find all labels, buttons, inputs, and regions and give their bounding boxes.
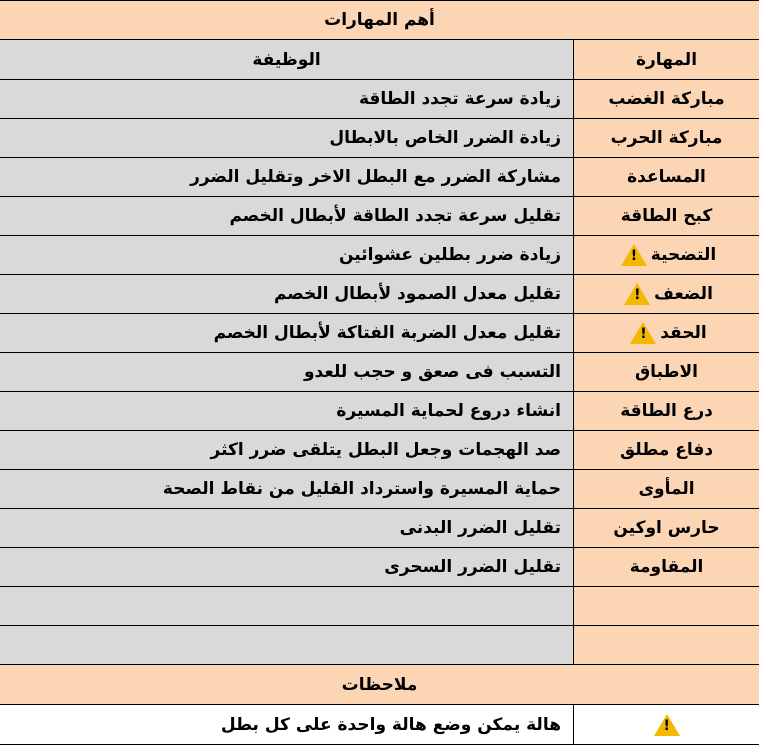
- skill-name-cell: [573, 353, 759, 391]
- skill-name: المأوى: [638, 479, 695, 499]
- skill-name-cell: [573, 509, 759, 547]
- skill-name-cell: [573, 470, 759, 508]
- skill-name-cell: [573, 158, 759, 196]
- skill-name: كبح الطاقة: [620, 206, 713, 226]
- skill-name: الاطباق: [634, 362, 699, 382]
- skill-name-cell: [573, 275, 759, 313]
- skills-table-body: [0, 80, 759, 665]
- skill-name: مباركة الغضب: [608, 89, 725, 109]
- skill-function: زيادة ضرر بطلين عشوائين: [0, 236, 573, 274]
- warning-icon: [630, 322, 656, 344]
- table-row: [0, 353, 759, 392]
- skill-name: المساعدة: [627, 167, 706, 187]
- skill-name-cell: [573, 119, 759, 157]
- skill-name-cell: [573, 314, 759, 352]
- skill-name-cell: [573, 197, 759, 235]
- table-row: [0, 509, 759, 548]
- skill-name: مباركة الحرب: [610, 128, 723, 148]
- skill-function: زيادة الضرر الخاص بالابطال: [0, 119, 573, 157]
- skill-function: انشاء دروع لحماية المسيرة: [0, 392, 573, 430]
- skill-name: المقاومة: [629, 557, 704, 577]
- header-row: [0, 40, 759, 80]
- skill-name-cell: [573, 626, 759, 664]
- skill-function: مشاركة الضرر مع البطل الاخر وتقليل الضرر: [0, 158, 573, 196]
- table-row: [0, 275, 759, 314]
- function-column-header: الوظيفة: [0, 40, 573, 79]
- skill-name-cell: [573, 80, 759, 118]
- skill-name-cell: [573, 587, 759, 625]
- skill-column-header: المهارة: [573, 40, 759, 79]
- skill-function: التسبب فى صعق و حجب للعدو: [0, 353, 573, 391]
- skill-function: تقليل معدل الضربة الفتاكة لأبطال الخصم: [0, 314, 573, 352]
- skill-name: الضعف: [654, 284, 713, 304]
- table-row: [0, 548, 759, 587]
- table-row: [0, 587, 759, 626]
- skill-function: تقليل الضرر البدنى: [0, 509, 573, 547]
- skill-function: تقليل الضرر السحرى: [0, 548, 573, 586]
- skill-function: تقليل سرعة تجدد الطاقة لأبطال الخصم: [0, 197, 573, 235]
- warning-icon: [621, 244, 647, 266]
- notes-title: ملاحظات: [341, 674, 418, 695]
- skill-function: تقليل معدل الصمود لأبطال الخصم: [0, 275, 573, 313]
- skill-name-cell: [573, 236, 759, 274]
- table-row: [0, 392, 759, 431]
- skill-function: [0, 626, 573, 664]
- skill-name-cell: [573, 548, 759, 586]
- title-row: [0, 0, 759, 40]
- warning-icon: [654, 714, 680, 736]
- skill-function: صد الهجمات وجعل البطل يتلقى ضرر اكثر: [0, 431, 573, 469]
- table-row: [0, 119, 759, 158]
- table-row: [0, 197, 759, 236]
- skill-function: [0, 587, 573, 625]
- table-row: [0, 236, 759, 275]
- sheet-title: أهم المهارات: [324, 10, 435, 30]
- table-row: [0, 470, 759, 509]
- skill-name: دفاع مطلق: [619, 440, 714, 460]
- table-row: [0, 431, 759, 470]
- note-text: هالة يمكن وضع هالة واحدة على كل بطل: [0, 705, 573, 744]
- skill-function: حماية المسيرة واسترداد القليل من نقاط الصحة: [0, 470, 573, 508]
- table-row: [0, 158, 759, 197]
- skill-name: درع الطاقة: [620, 401, 713, 421]
- skill-name-cell: [573, 431, 759, 469]
- warning-icon: [624, 283, 650, 305]
- table-row: [0, 80, 759, 119]
- note-row: [0, 705, 759, 745]
- notes-header-row: [0, 665, 759, 705]
- skill-name: الحقد: [660, 323, 707, 343]
- note-icon-cell: [573, 705, 759, 744]
- table-row: [0, 626, 759, 665]
- skill-name-cell: [573, 392, 759, 430]
- table-row: [0, 314, 759, 353]
- skill-name: حارس اوكين: [613, 518, 720, 538]
- skill-function: زيادة سرعة تجدد الطاقة: [0, 80, 573, 118]
- skill-name: التضحية: [650, 245, 717, 265]
